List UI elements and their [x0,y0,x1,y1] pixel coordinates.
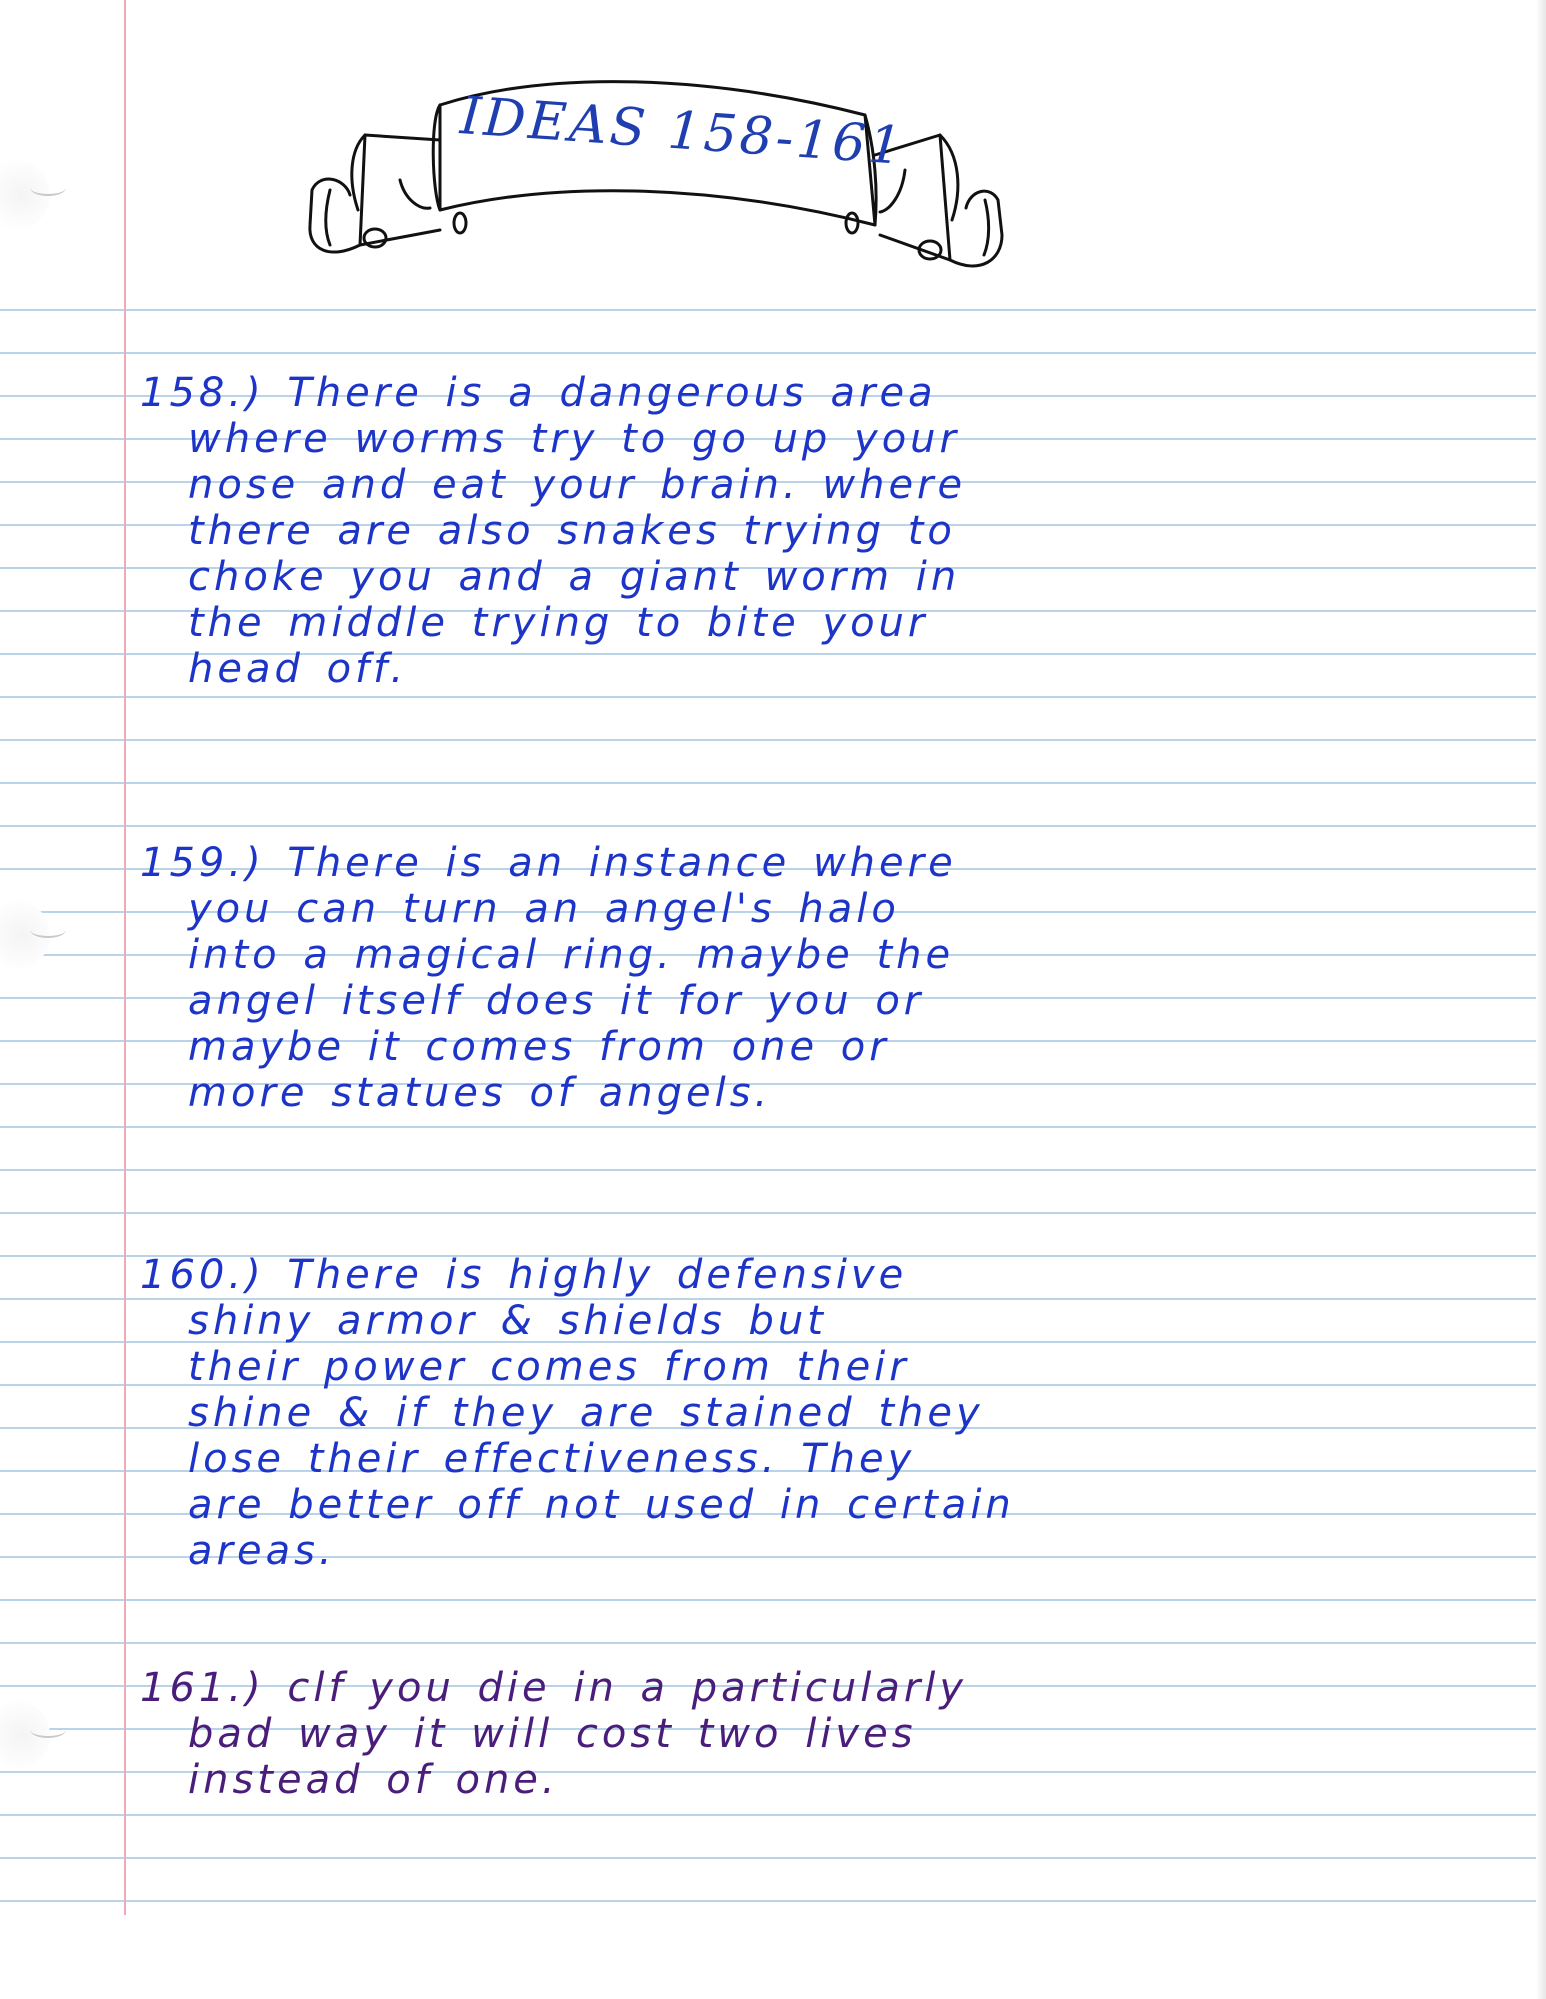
idea-number: 161.) [140,1665,265,1711]
idea-line: you can turn an angel's halo [188,886,900,932]
idea-line: are better off not used in certain [188,1482,1015,1528]
idea-line: shiny armor & shields but [188,1298,827,1344]
idea-line: into a magical ring. maybe the [188,932,955,978]
idea-line: their power comes from their [188,1344,910,1390]
idea-line: there are also snakes trying to [188,508,956,554]
idea-text: There is highly defensive [287,1252,908,1298]
page-title: IDEAS 158-161 [458,86,907,178]
punch-hole-shadow [30,1722,66,1738]
idea-text: There is a dangerous area [287,370,937,416]
paper-edge [1536,0,1546,1999]
margin-line [124,0,126,1915]
idea-line: instead of one. [188,1757,559,1803]
idea-line: shine & if they are stained they [188,1390,984,1436]
idea-line: bad way it will cost two lives [188,1711,917,1757]
idea-line: head off. [188,646,408,692]
title-banner [290,60,1030,280]
punch-hole-shadow [30,180,66,196]
idea-line: angel itself does it for you or [188,978,925,1024]
idea-text: There is an instance where [287,840,957,886]
paper-footer-area [0,1915,1546,1999]
idea-line [140,370,1140,416]
idea-161 [140,1665,1140,1803]
idea-158 [140,370,1140,692]
idea-line [140,1252,1140,1298]
idea-160 [140,1252,1140,1574]
idea-line: nose and eat your brain. where [188,462,967,508]
idea-line: choke you and a giant worm in [188,554,961,600]
idea-line: where worms try to go up your [188,416,960,462]
idea-line: maybe it comes from one or [188,1024,890,1070]
idea-line [140,840,1140,886]
idea-number: 160.) [140,1252,265,1298]
banner-drawing [290,60,1030,280]
idea-line: the middle trying to bite your [188,600,929,646]
idea-line: lose their effectiveness. They [188,1436,916,1482]
idea-159 [140,840,1140,1116]
idea-number: 158.) [140,370,265,416]
idea-line [140,1665,1140,1711]
idea-text: clf you die in a particularly [287,1665,968,1711]
idea-line: areas. [188,1528,336,1574]
idea-line: more statues of angels. [188,1070,772,1116]
punch-hole-shadow [30,922,66,938]
idea-number: 159.) [140,840,265,886]
